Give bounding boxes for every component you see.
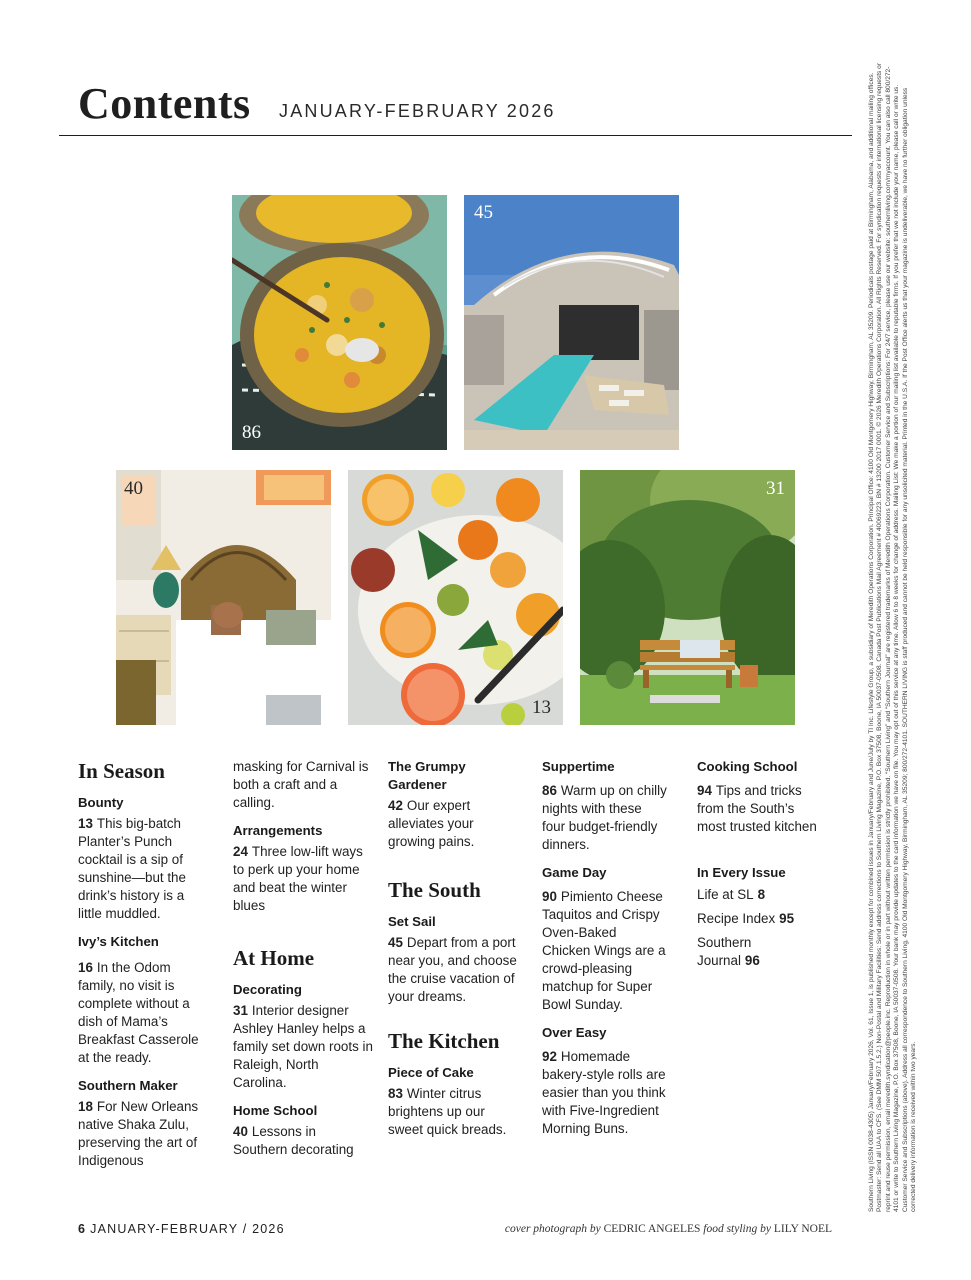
toc-entry[interactable]	[233, 843, 373, 915]
department-heading: In Every Issue	[697, 865, 786, 880]
department-heading: Southern Maker	[78, 1078, 178, 1093]
entry-text: Warm up on chilly nights with these four budget-friendly dinners.	[542, 783, 667, 852]
entry-text: Three low-lift ways to perk up your home and beat the winter blues	[233, 844, 363, 913]
toc-entry[interactable]	[78, 815, 208, 923]
entry-text: For New Orleans native Shaka Zulu, preserving the art of Indigenous	[78, 1099, 199, 1168]
credit-prefix: cover photograph by	[504, 1223, 601, 1235]
page-number: 42	[388, 798, 403, 813]
page-number: 92	[542, 1049, 557, 1064]
toc-entry[interactable]	[388, 797, 518, 851]
pool-illustration	[464, 195, 679, 450]
credit-mid: food styling by	[703, 1223, 771, 1235]
entry-text: Southern Journal	[697, 935, 752, 968]
entry-text: Pimiento Cheese Taquitos and Crispy Oven-Baked Chicken Wings are a crowd-pleasing matchup for Super Bowl Sunday.	[542, 889, 666, 1012]
photo-garden[interactable]	[580, 470, 795, 725]
entry-text: Recipe Index	[697, 911, 776, 926]
toc-column-4	[542, 758, 667, 1146]
page-number: 83	[388, 1086, 403, 1101]
department-heading: Decorating	[233, 982, 302, 997]
page-number: 86	[542, 783, 557, 798]
entry-continuation: masking for Carnival is both a craft and a calling.	[233, 759, 369, 810]
entry-text: Lessons in Southern decorating	[233, 1124, 354, 1157]
toc-entry[interactable]	[388, 934, 518, 1006]
entry-text: Life at SL	[697, 887, 754, 902]
section-heading: The Kitchen	[388, 1029, 500, 1053]
department-heading: Piece of Cake	[388, 1065, 474, 1080]
page-number: 95	[779, 911, 795, 926]
page-number: 40	[233, 1124, 248, 1139]
page-number: 94	[697, 783, 712, 798]
department-heading: Ivy’s Kitchen	[78, 934, 159, 949]
department-heading: The Grumpy Gardener	[388, 759, 466, 792]
entry-text: Depart from a port near you, and choose the cruise vacation of your dreams.	[388, 935, 517, 1004]
page-number: 16	[78, 960, 93, 975]
toc-index-item[interactable]	[697, 934, 777, 970]
photo-pool[interactable]	[464, 195, 679, 450]
section-heading: At Home	[233, 946, 315, 970]
citrus-illustration	[348, 470, 563, 725]
photo-soup[interactable]	[232, 195, 447, 450]
toc-entry[interactable]	[542, 888, 667, 1014]
department-heading: Set Sail	[388, 914, 436, 929]
bedroom-illustration	[116, 470, 331, 725]
photo-page-number: 31	[766, 478, 785, 499]
photo-page-number: 86	[242, 422, 261, 443]
page-number: 18	[78, 1099, 93, 1114]
photo-page-number: 45	[474, 202, 493, 223]
toc-entry[interactable]	[233, 1123, 373, 1159]
cover-credit	[505, 1223, 832, 1235]
entry-text: Homemade bakery-style rolls are easier than you think with Five-Ingredient Morning Buns.	[542, 1049, 666, 1136]
toc-column-5	[697, 758, 817, 976]
toc-entry[interactable]	[388, 1085, 518, 1139]
page-number: 13	[78, 816, 93, 831]
page-title: Contents	[78, 79, 251, 128]
soup-illustration	[232, 195, 447, 450]
department-heading: Bounty	[78, 795, 124, 810]
legal-statement: Southern Living (ISSN 0038-4305) January/February 2026, Vol. 61, Issue 1, is published monthly except for combined issues in January/February and June/July by TI Inc. Lifestyle Group, a subsidiary of Meredith Operations Corporation. Principal Office: 4100 Old Montgomery Highway, Birmingham, AL 35209. Periodicals postage paid at Birmingham, Alabama, and additional mailing offices. Postmaster: Send all UAA to CFS. (See DMM 507.1.5.2.) Non-Postal and Military Facilities: Send address corrections to Southern Living Magazine, P.O. Box 37508, Boone, IA 50037-0508. Canada Post Publications Mail Agreement # 40069223. BN # 13200 2017 0001. © 2026 Meredith Operations Corporation. All Rights Reserved. For syndication requests or international licensing requests or reprint and reuse permission, email meredith.syndication@people.inc. Reproduction in whole or in part without written permission is strictly prohibited. “Southern Living” and “Southern Journal” are registered trademarks of Meredith Operations Corporation. Customer Service and Subscriptions: For 24/7 service, please use our website: southernliving.com/myaccount. You can also call 800/272-4101 or write to Southern Living Magazine, P.O. Box 37508, Boone, IA 50037-0508. Your bank may provide updates to the card information we have on file. You may opt out of this service at any time. Allow 6 to 8 weeks for change of address. Mailing List: We make a portion of our mailing list available to reputable firms. If you prefer that we not include your name, please call or write us. Customer Service and Subscriptions (above). Address all correspondence to Southern Living, 4100 Old Montgomery Highway, Birmingham, AL 35209; 800/272-4101. SOUTHERN LIVING is staff produced and cannot be held responsible for any unsolicited material. Printed in the U.S.A. If the Post Office alerts us that your magazine is undeliverable, we have no further obligation unless corrected delivery information is received within two years.	[868, 62, 918, 1212]
entry-text: Interior designer Ashley Hanley helps a family set down roots in Raleigh, North Carolina.	[233, 1003, 373, 1090]
section-heading: The South	[388, 878, 481, 902]
header-rule	[59, 135, 852, 136]
toc-index-item[interactable]	[697, 910, 817, 928]
section-heading: In Season	[78, 759, 165, 783]
toc-index-item[interactable]	[697, 886, 817, 904]
toc-column-2	[233, 758, 373, 1167]
entry-text: In the Odom family, no visit is complete without a dish of Mama’s Breakfast Casserole at the ready.	[78, 960, 199, 1065]
photo-page-number: 13	[532, 697, 551, 718]
toc-column-1	[78, 758, 208, 1178]
entry-text: Tips and tricks from the South’s most trusted kitchen	[697, 783, 817, 834]
folio	[78, 1222, 285, 1236]
toc-entry[interactable]	[78, 1098, 208, 1170]
department-heading: Home School	[233, 1103, 318, 1118]
issue-date: JANUARY-FEBRUARY 2026	[279, 101, 556, 121]
entry-text: Our expert alleviates your growing pains.	[388, 798, 475, 849]
department-heading: Arrangements	[233, 823, 323, 838]
toc-entry[interactable]	[542, 1048, 667, 1138]
photo-page-number: 40	[124, 478, 143, 499]
toc-entry[interactable]	[542, 782, 667, 854]
page-number: 8	[757, 887, 766, 902]
department-heading: Suppertime	[542, 759, 615, 774]
folio-date: JANUARY-FEBRUARY / 2026	[90, 1222, 285, 1236]
toc-entry[interactable]	[697, 782, 817, 836]
photo-bedroom[interactable]	[116, 470, 331, 725]
folio-page-number: 6	[78, 1222, 87, 1236]
garden-illustration	[580, 470, 795, 725]
entry-text: This big-batch Planter’s Punch cocktail is a sip of sunshine—but the drink’s history is a little muddled.	[78, 816, 186, 921]
credit-stylist: LILY NOEL	[773, 1223, 832, 1235]
department-heading: Game Day	[542, 865, 607, 880]
department-heading: Cooking School	[697, 759, 798, 774]
department-heading: Over Easy	[542, 1025, 607, 1040]
credit-photographer: CEDRIC ANGELES	[603, 1223, 701, 1235]
page-number: 31	[233, 1003, 248, 1018]
entry-text: Winter citrus brightens up our sweet quick breads.	[388, 1086, 507, 1137]
toc-entry[interactable]	[78, 959, 208, 1067]
toc-column-3	[388, 758, 518, 1147]
toc-entry[interactable]	[233, 1002, 373, 1092]
page-number: 90	[542, 889, 557, 904]
page-number: 24	[233, 844, 248, 859]
page-number: 96	[744, 953, 760, 968]
page-number: 45	[388, 935, 403, 950]
photo-citrus[interactable]	[348, 470, 563, 725]
